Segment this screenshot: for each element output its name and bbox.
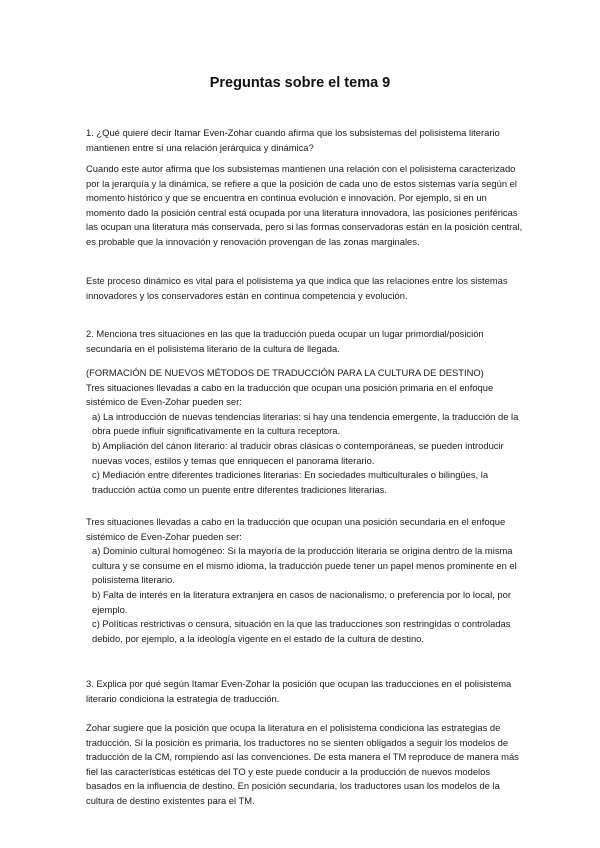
- answer-3-text: Zohar sugiere que la posición que ocupa la literatura en el polisistema condiciona las estrategias de traducción. Si la posición es primaria, los traductores no se sienten obligados a seguir los modelos de traducción de la CM, rompiendo así las convenciones. De esta manera el TM reproduce de manera más fiel las características estéticas del TO y este puede conducir a la producción de nuevos modelos basados en la influencia de destino. En posición secundaria, los traductores usan los modelos de la cultura de destino existentes para el TM.: [86, 722, 519, 806]
- question-3-text: 3. Explica por qué según Itamar Even-Zohar la posición que ocupan las traducciones en el polisistema literario condiciona la estrategia de traducción.: [86, 678, 512, 704]
- answer-2-secondary-b: b) Falta de interés en la literatura extranjera en casos de nacionalismo, o preferencia por lo local, por ejemplo.: [92, 588, 511, 615]
- answer-2-primary: [86, 366, 526, 497]
- answer-2-primary-c: c) Mediación entre diferentes tradiciones literarias: En sociedades multiculturales o bilingües, la traducción actúa como un puente entre diferentes tradiciones literarias.: [92, 469, 489, 495]
- answer-2-secondary-c: c) Políticas restrictivas o censura, situación en la que las traducciones son restringidas o controladas debido, por ejemplo, a la ideología vigente en el estado de la cultura de destino.: [92, 618, 511, 644]
- answer-1-paragraph-1: [86, 162, 526, 250]
- answer-3: [86, 721, 526, 809]
- answer-1-text-1: Cuando este autor afirma que los subsistemas mantienen una relación con el polisistema caracterizado por la jerarquía y la dinámica, se refiere a que la posición de cada uno de estos sistemas varía según el momento histórico y que se encuentra en continua evolución e innovación. Por ejemplo, si en un momento dado la posición central está ocupada por una literatura innovadora, las posiciones periféricas las ocupan una literatura más conservada, pero si las formas conservadoras están en la posición central, es probable que la innovación y renovación provengan de las zonas marginales.: [86, 163, 523, 247]
- document-title: Preguntas sobre el tema 9: [209, 75, 391, 91]
- question-1: [86, 126, 526, 155]
- answer-2-primary-b: b) Ampliación del cánon literario: al traducir obras clásicas o contemporáneas, se pueden introducir nuevas voces, estilos y temas que enriquecen el panorama literario.: [92, 439, 504, 466]
- answer-2-primary-a: a) La introducción de nuevas tendencias literarias: si hay una tendencia emergente, la traducción de la obra puede influir significativamente en la cultura receptora.: [92, 410, 519, 437]
- answer-2-heading: (FORMACIÓN DE NUEVOS MÉTODOS DE TRADUCCIÓN PARA LA CULTURA DE DESTINO): [86, 367, 484, 378]
- answer-2-secondary: [86, 515, 526, 646]
- question-3: [86, 677, 526, 706]
- answer-2-primary-intro: Tres situaciones llevadas a cabo en la traducción que ocupan una posición primaria en el enfoque sistémico de Even-Zohar pueden ser:: [86, 381, 494, 408]
- answer-2-secondary-a: a) Dominio cultural homogéneo: Si la mayoría de la producción literaria se origina dentro de la misma cultura y se consume en el mismo idioma, la traducción puede tener un papel menos prominente en el polisistema literario.: [92, 545, 517, 586]
- question-2-text: 2. Menciona tres situaciones en las que la traducción pueda ocupar un lugar primordial/posición secundaria en el polisistema literario de la cultura de llegada.: [86, 328, 484, 354]
- question-2: [86, 327, 526, 356]
- answer-1-paragraph-2: [86, 274, 526, 303]
- question-1-text: 1. ¿Qué quiere decir Itamar Even-Zohar cuando afirma que los subsistemas del polisistema literario mantienen entre sí una relación jerárquica y dinámica?: [86, 127, 500, 153]
- answer-1-text-2: Este proceso dinámico es vital para el polisistema ya que indica que las relaciones entre los sistemas innovadores y los conservadores están en continua competencia y evolución.: [86, 275, 508, 301]
- answer-2-secondary-intro: Tres situaciones llevadas a cabo en la traducción que ocupan una posición secundaria en el enfoque sistémico de Even-Zohar pueden ser:: [86, 516, 506, 542]
